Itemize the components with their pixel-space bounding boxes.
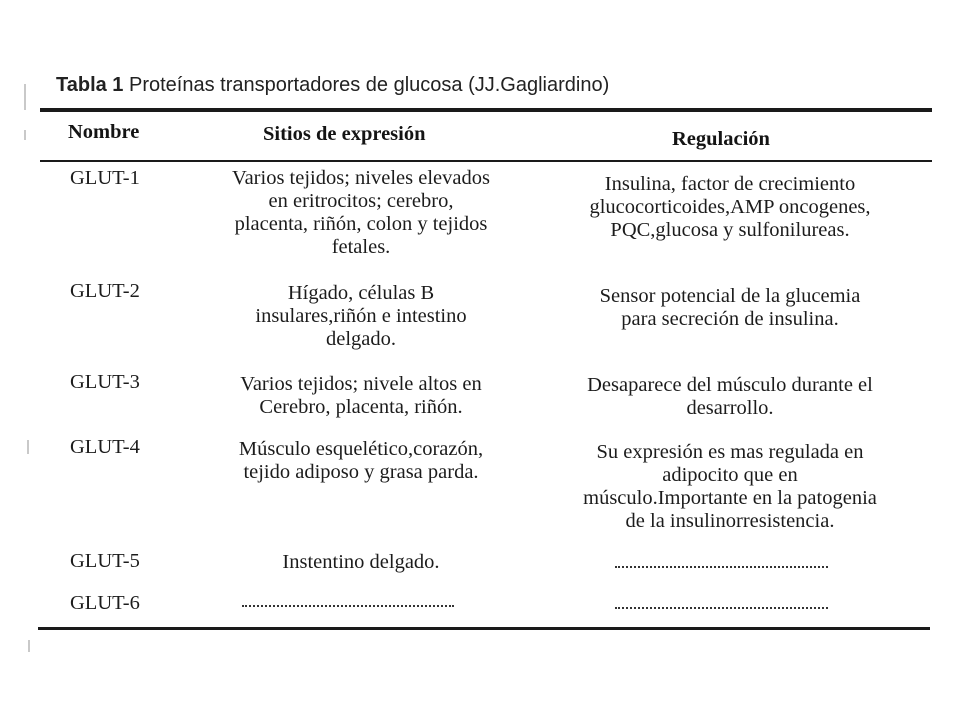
row-glut1-regulation: Insulina, factor de crecimiento glucocorticoides,AMP oncogenes, PQC,glucosa y sulfonilureas.	[589, 173, 871, 241]
header-sites: Sitios de expresión	[263, 123, 426, 145]
row-glut3-sites: Varios tejidos; nivele altos en Cerebro, placenta, riñón.	[240, 373, 482, 418]
row-glut5-name: GLUT-5	[70, 550, 140, 572]
row-glut2-name: GLUT-2	[70, 280, 140, 302]
row-glut4-name: GLUT-4	[70, 436, 140, 458]
scan-artifact	[27, 440, 29, 454]
scan-artifact	[24, 84, 26, 110]
row-glut4-regulation: Su expresión es mas regulada en adipocito que en músculo.Importante en la patogenia de la insulinorresistencia.	[583, 441, 877, 532]
table-bottom-rule	[38, 627, 930, 630]
row-glut2-sites: Hígado, células B insulares,riñón e intestino delgado.	[255, 282, 467, 350]
row-glut3-name: GLUT-3	[70, 371, 140, 393]
header-name: Nombre	[68, 121, 140, 143]
row-glut3-regulation: Desaparece del músculo durante el desarrollo.	[587, 374, 873, 419]
caption-label: Tabla 1	[56, 74, 124, 96]
table-caption	[56, 74, 609, 97]
row-glut6-sites-empty	[242, 605, 454, 607]
row-glut6-regulation-empty	[615, 607, 828, 609]
scan-artifact	[24, 130, 26, 140]
table-top-rule	[40, 108, 932, 112]
row-glut6-name: GLUT-6	[70, 592, 140, 614]
row-glut4-sites: Músculo esquelético,corazón, tejido adiposo y grasa parda.	[238, 438, 484, 483]
header-regulation: Regulación	[672, 128, 770, 150]
table-header-rule	[40, 160, 932, 162]
row-glut5-sites: Instentino delgado.	[282, 551, 440, 573]
scan-artifact	[28, 640, 30, 652]
row-glut5-regulation-empty	[615, 566, 828, 568]
row-glut1-sites: Varios tejidos; niveles elevados en eritrocitos; cerebro, placenta, riñón, colon y tejidos fetales.	[232, 167, 490, 258]
caption-text: Proteínas transportadores de glucosa (JJ.Gagliardino)	[129, 74, 610, 96]
row-glut1-name: GLUT-1	[70, 167, 140, 189]
row-glut2-regulation: Sensor potencial de la glucemia para secreción de insulina.	[599, 285, 861, 330]
